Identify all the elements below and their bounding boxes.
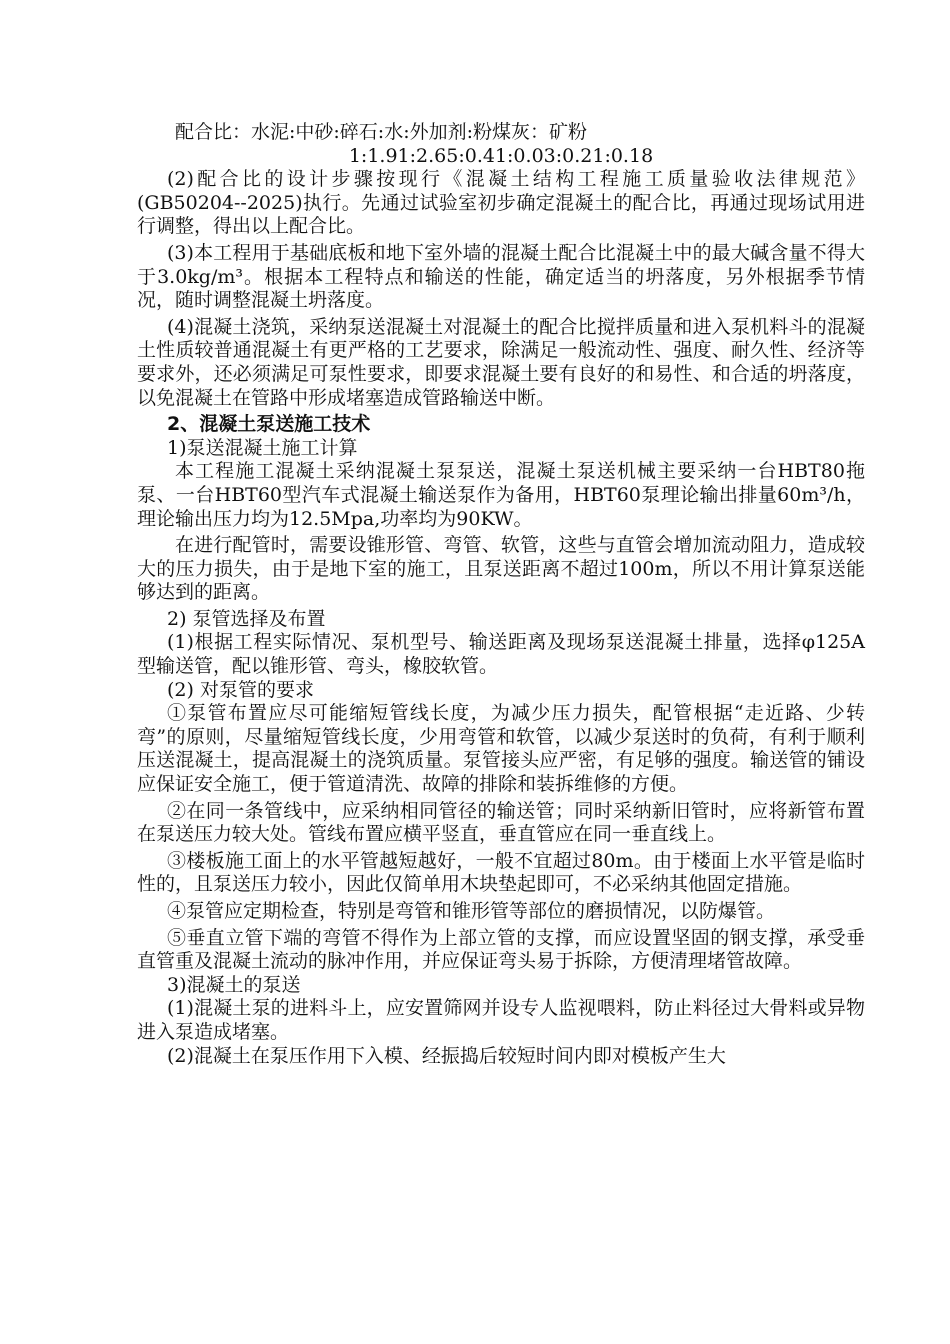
- paragraph-mix-design: (2)配合比的设计步骤按现行《混凝土结构工程施工质量验收法律规范》(GB50204--2025)执行。先通过试验室初步确定混凝土的配合比，再通过现场试用进行调整，得出以上配合比。: [137, 168, 865, 238]
- subsection-title-pipe-selection: 2) 泵管选择及布置: [167, 607, 326, 630]
- requirement-item-2: ②在同一条管线中，应采纳相同管径的输送管；同时采纳新旧管时，应将新管布置在泵送压力较大处。管线布置应横平竖直，垂直管应在同一垂直线上。: [137, 799, 865, 846]
- document-page: [137, 121, 865, 1068]
- paragraph-pump-equipment: 本工程施工混凝土采纳混凝土泵泵送，混凝土泵送机械主要采纳一台HBT80拖泵、一台HBT60型汽车式混凝土输送泵作为备用，HBT60泵理论输出排量60m³/h，理论输出压力均为12.5Mpa,功率均为90KW。: [137, 460, 865, 530]
- paragraph-alkali-content: (3)本工程用于基础底板和地下室外墙的混凝土配合比混凝土中的最大碱含量不得大于3.0kg/m³。根据本工程特点和输送的性能，确定适当的坍落度，另外根据季节情况，随时调整混凝土坍落度。: [137, 241, 865, 312]
- mix-ratio-values: 1:1.91:2.65:0.41:0.03:0.21:0.18: [348, 144, 654, 167]
- requirement-item-4: ④泵管应定期检查，特别是弯管和锥形管等部位的磨损情况，以防爆管。: [167, 900, 776, 922]
- paragraph-piping-loss: 在进行配管时，需要设锥形管、弯管、软管，这些与直管会增加流动阻力，造成较大的压力损失，由于是地下室的施工，且泵送距离不超过100m，所以不用计算泵送能够达到的距离。: [137, 534, 865, 604]
- requirement-item-3: ③楼板施工面上的水平管越短越好，一般不宜超过80m。由于楼面上水平管是临时性的，且泵送压力较小，因此仅简单用木块垫起即可，不必采纳其他固定措施。: [137, 849, 865, 896]
- paragraph-formwork-pressure: (2)混凝土在泵压作用下入模、经振捣后较短时间内即对模板产生大: [167, 1044, 726, 1067]
- requirement-item-1: ①泵管布置应尽可能缩短管线长度，为减少压力损失，配管根据“走近路、少转弯”的原则，尽量缩短管线长度，少用弯管和软管，以减少泵送时的负荷，有利于顺利压送混凝土，提高混凝土的浇筑质量。泵管接头应严密，有足够的强度。输送管的铺设应保证安全施工，便于管道清洗、故障的排除和装拆维修的方便。: [137, 702, 865, 796]
- mix-ratio-label: 配合比：水泥:中砂:碎石:水:外加剂:粉煤灰：矿粉: [175, 121, 588, 143]
- subsection-title-pumping: 3)混凝土的泵送: [167, 973, 301, 996]
- paragraph-pipe-choice: (1)根据工程实际情况、泵机型号、输送距离及现场泵送混凝土排量，选择φ125A型输送管，配以锥形管、弯头，橡胶软管。: [137, 631, 865, 678]
- subsection-title-pipe-requirements: (2) 对泵管的要求: [167, 678, 314, 701]
- requirement-item-5: ⑤垂直立管下端的弯管不得作为上部立管的支撑，而应设置坚固的钢支撑，承受垂直管重及混凝土流动的脉冲作用，并应保证弯头易于拆除，方便清理堵管故障。: [137, 926, 865, 973]
- subsection-title-calculation: 1)泵送混凝土施工计算: [167, 436, 358, 459]
- section-heading-pumping: 2、混凝土泵送施工技术: [167, 413, 371, 436]
- paragraph-pouring: (4)混凝土浇筑，采纳泵送混凝土对混凝土的配合比搅拌质量和进入泵机料斗的混凝土性质较普通混凝土有更严格的工艺要求，除满足一般流动性、强度、耐久性、经济等要求外，还必须满足可泵性要求，即要求混凝土要有良好的和易性、和合适的坍落度，以免混凝土在管路中形成堵塞造成管路输送中断。: [137, 315, 865, 409]
- paragraph-hopper-screen: (1)混凝土泵的进料斗上，应安置筛网并设专人监视喂料，防止料径过大骨料或异物进入泵造成堵塞。: [137, 997, 865, 1043]
